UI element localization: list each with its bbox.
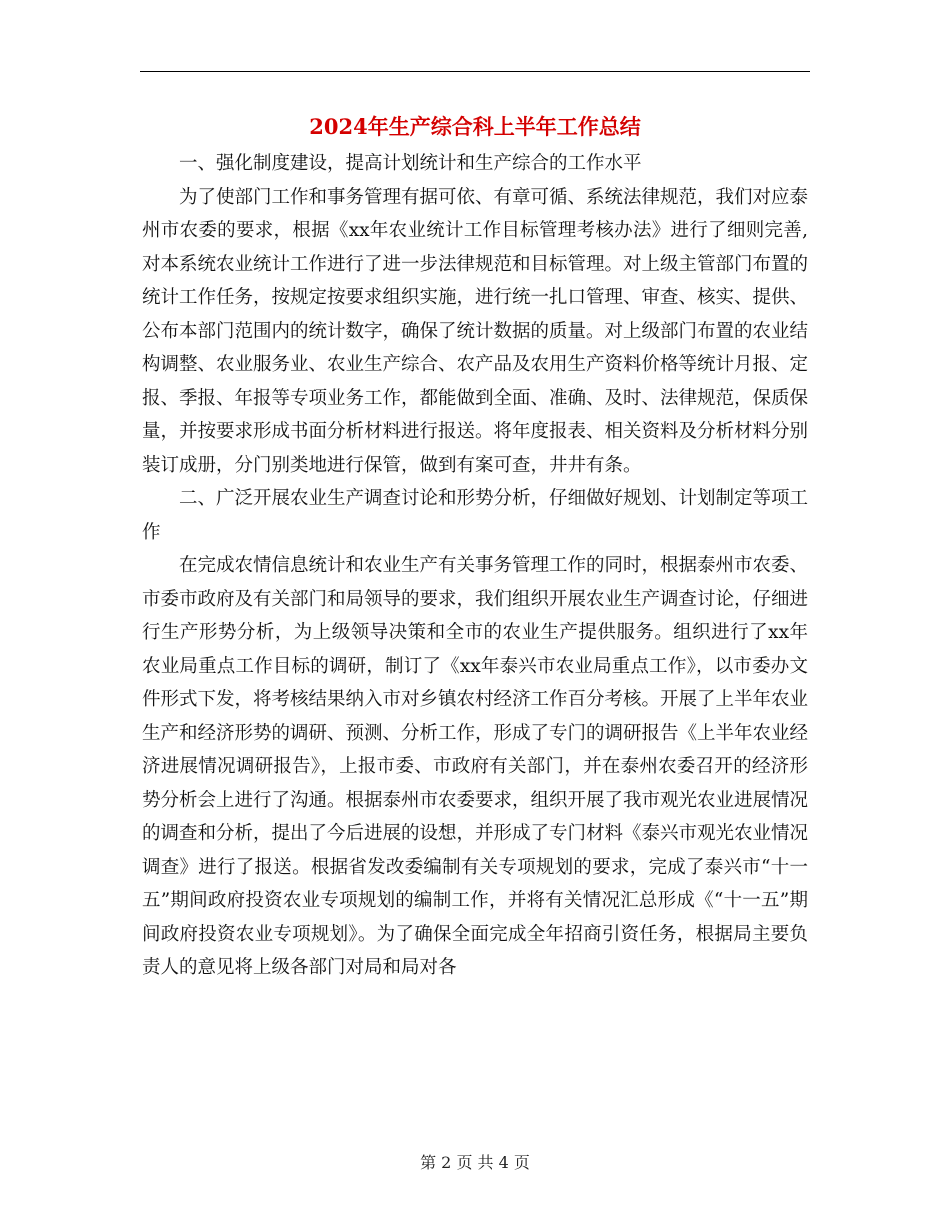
body-paragraph-1: 为了使部门工作和事务管理有据可依、有章可循、系统法律规范，我们对应泰州市农委的要求，根据《xx年农业统计工作目标管理考核办法》进行了细则完善,对本系统农业统计工作进行了进一步法律规范和目标管理。对上级主管部门布置的统计工作任务，按规定按要求组织实施，进行统一扎口管理、审查、核实、提供、公布本部门范围内的统计数字，确保了统计数据的质量。对上级部门布置的农业结构调整、农业服务业、农业生产综合、农产品及农用生产资料价格等统计月报、定报、季报、年报等专项业务工作，都能做到全面、准确、及时、法律规范，保质保量，并按要求形成书面分析材料进行报送。将年度报表、相关资料及分析材料分别装订成册，分门别类地进行保管，做到有案可查，井井有条。 <box>142 186 809 476</box>
document-body <box>142 147 808 985</box>
section-heading-2: 二、广泛开展农业生产调查讨论和形势分析，仔细做好规划、计划制定等项工作 <box>142 488 809 543</box>
header-rule <box>140 71 810 72</box>
page-number: 第 2 页 共 4 页 <box>420 1153 530 1172</box>
document-title: 2024年生产综合科上半年工作总结 <box>309 114 641 139</box>
body-paragraph-2: 在完成农情信息统计和农业生产有关事务管理工作的同时，根据泰州市农委、市委市政府及有关部门和局领导的要求，我们组织开展农业生产调查讨论，仔细进行生产形势分析，为上级领导决策和全市的农业生产提供服务。组织进行了xx年农业局重点工作目标的调研，制订了《xx年泰兴市农业局重点工作》，以市委办文件形式下发，将考核结果纳入市对乡镇农村经济工作百分考核。开展了上半年农业生产和经济形势的调研、预测、分析工作，形成了专门的调研报告《上半年农业经济进展情况调研报告》，上报市委、市政府有关部门，并在泰州农委召开的经济形势分析会上进行了沟通。根据泰州市农委要求，组织开展了我市观光农业进展情况的调查和分析，提出了今后进展的设想，并形成了专门材料《泰兴市观光农业情况调查》进行了报送。根据省发改委编制有关专项规划的要求，完成了泰兴市“十一五”期间政府投资农业专项规划的编制工作，并将有关情况汇总形成《“十一五”期间政府投资农业专项规划》。为了确保全面完成全年招商引资任务，根据局主要负责人的意见将上级各部门对局和局对各 <box>142 555 809 978</box>
section-heading-1: 一、强化制度建设，提高计划统计和生产综合的工作水平 <box>179 153 642 174</box>
